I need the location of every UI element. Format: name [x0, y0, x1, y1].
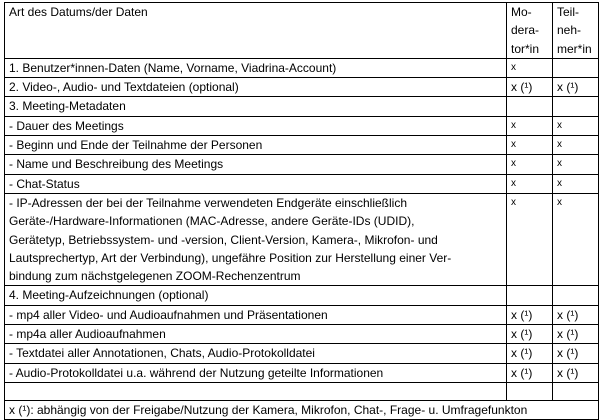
column-header-moderator — [507, 3, 553, 59]
participant-mark: x (¹) — [553, 344, 599, 363]
participant-mark: x — [553, 174, 599, 193]
row-label: - Audio-Protokolldatei u.a. während der Nutzung geteilte Informationen — [5, 363, 507, 382]
moderator-mark: x (¹) — [507, 363, 553, 382]
moderator-mark: x — [507, 136, 553, 155]
row-label: 4. Meeting-Aufzeichnungen (optional) — [5, 286, 507, 305]
table-row — [5, 116, 599, 135]
moderator-mark — [507, 286, 553, 305]
table-row — [5, 136, 599, 155]
moderator-mark: x (¹) — [507, 78, 553, 97]
participant-mark: x — [553, 155, 599, 174]
row-label: - Name und Beschreibung des Meetings — [5, 155, 507, 174]
footnote-row — [5, 400, 599, 419]
row-label: 1. Benutzer*innen-Daten (Name, Vorname, Viadrina-Account) — [5, 58, 507, 77]
empty-row — [5, 382, 599, 400]
participant-mark: x (¹) — [553, 305, 599, 324]
table-row — [5, 305, 599, 324]
table-row — [5, 193, 599, 285]
participant-mark: x (¹) — [553, 363, 599, 382]
table-row — [5, 155, 599, 174]
table-row — [5, 344, 599, 363]
table-row — [5, 363, 599, 382]
participant-mark: x — [553, 136, 599, 155]
participant-mark — [553, 97, 599, 116]
participant-mark: x — [553, 116, 599, 135]
participant-mark: x — [553, 193, 599, 285]
row-label: - Dauer des Meetings — [5, 116, 507, 135]
moderator-mark: x (¹) — [507, 325, 553, 344]
participant-mark — [553, 286, 599, 305]
participant-mark: x (¹) — [553, 325, 599, 344]
footnote: x (¹): abhängig von der Freigabe/Nutzung der Kamera, Mikrofon, Chat-, Frage- u. Umfragefunkton — [5, 400, 599, 419]
row-label: - Beginn und Ende der Teilnahme der Personen — [5, 136, 507, 155]
column-header-participant-label: Teil- neh- mer*in — [557, 5, 592, 56]
empty-cell — [553, 382, 599, 400]
participant-mark — [553, 58, 599, 77]
moderator-mark: x (¹) — [507, 344, 553, 363]
table-row — [5, 286, 599, 305]
moderator-mark: x — [507, 174, 553, 193]
moderator-mark: x — [507, 116, 553, 135]
moderator-mark: x — [507, 155, 553, 174]
row-label: - IP-Adressen der bei der Teilnahme verwendeten Endgeräte einschließlich Geräte-/Hardware-Informationen (MAC-Adresse, andere Geräte-IDs (UDID), Gerätetyp, Betriebssystem- und -version, Client-Version, Kamera-, Mikrofon- und Lautsprechertyp, Art der Verbindung), ungefähre Position zur Herstellung einer Ver- bindung zum nächstgelegenen ZOOM-Rechenzentrum — [9, 195, 452, 284]
data-categories-table — [4, 2, 599, 420]
table-row — [5, 325, 599, 344]
row-label: 2. Video-, Audio- und Textdateien (optional) — [5, 78, 507, 97]
row-label: 3. Meeting-Metadaten — [5, 97, 507, 116]
row-label: - mp4a aller Audioaufnahmen — [5, 325, 507, 344]
moderator-mark: x — [507, 58, 553, 77]
table-row — [5, 174, 599, 193]
table-header-row — [5, 3, 599, 59]
row-label: - mp4 aller Video- und Audioaufnahmen und Präsentationen — [5, 305, 507, 324]
column-header-data-type: Art des Datums/der Daten — [5, 3, 507, 59]
participant-mark: x (¹) — [553, 78, 599, 97]
table-row — [5, 58, 599, 77]
table-row — [5, 78, 599, 97]
row-label: - Chat-Status — [5, 174, 507, 193]
column-header-moderator-label: Mo- derа- tor*in — [511, 5, 540, 56]
moderator-mark — [507, 97, 553, 116]
table-row — [5, 97, 599, 116]
row-label: - Textdatei aller Annotationen, Chats, Audio-Protokolldatei — [5, 344, 507, 363]
empty-cell — [507, 382, 553, 400]
moderator-mark: x — [507, 193, 553, 285]
moderator-mark: x (¹) — [507, 305, 553, 324]
column-header-participant — [553, 3, 599, 59]
empty-cell — [5, 382, 507, 400]
row-label-multiline — [5, 193, 507, 285]
